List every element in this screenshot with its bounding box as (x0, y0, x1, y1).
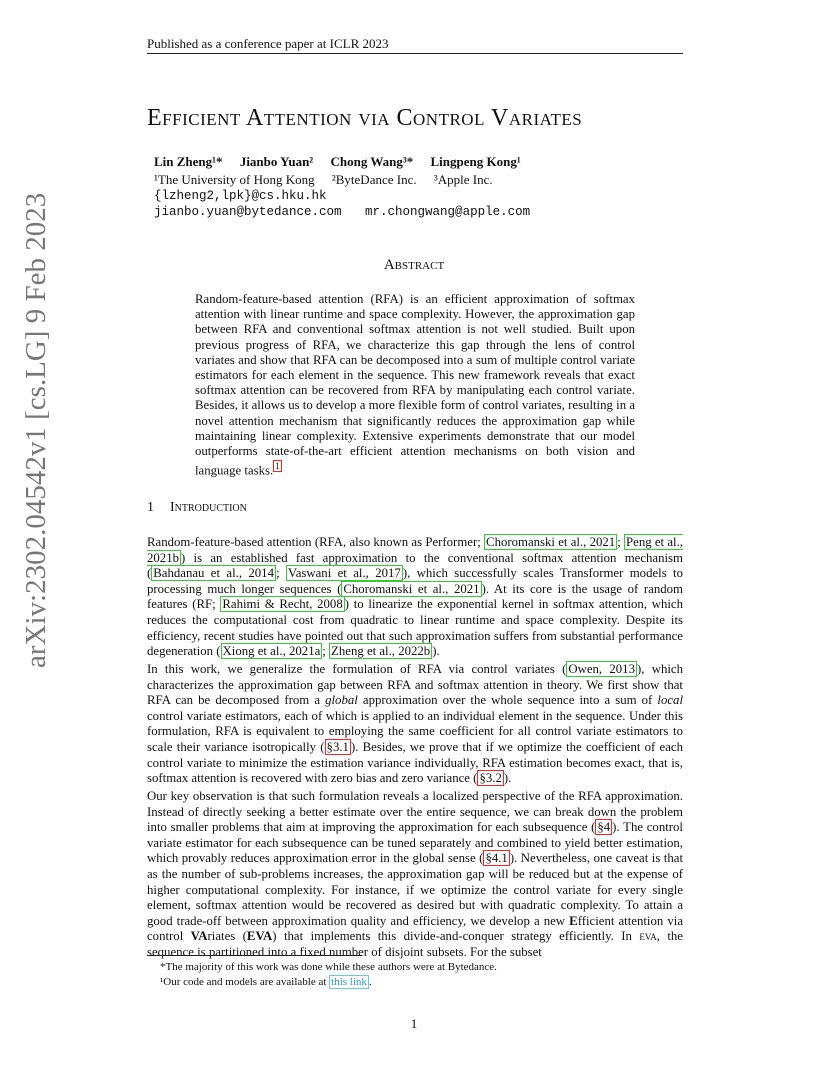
citation-link[interactable]: Zheng et al., 2022b (331, 644, 431, 659)
author: Lin Zheng¹* (154, 154, 223, 169)
citation-link[interactable]: Bahdanau et al., 2014 (153, 566, 274, 581)
paragraph-text: control variate estimators, each of which is applied to an individual element in the sequence. Under this formulation, RFA is equivalent to employing the same coefficient for all control variate estimators to scale their variance isotropically ( (147, 708, 683, 754)
affiliation: ³Apple Inc. (433, 172, 493, 187)
code-link[interactable]: this link (331, 976, 367, 988)
paragraph (147, 662, 683, 787)
paragraph-text: ). The control variate estimator for each subsequence can be tuned separately and combined to yield better estimation, which provably reduces approximation error in the global sense ( (147, 820, 683, 866)
paragraph-text: , the sequence is partitioned into a fixed number of disjoint subsets. For the subset (147, 929, 683, 959)
paragraph (147, 535, 683, 660)
paragraph-text: approximation over the whole sequence into a sum of (357, 693, 658, 708)
paragraph-text: ) to linearize the exponential kernel in softmax attention, which reduces the computational cost from quadratic to linear runtime and space complexity. Despite its efficiency, recent studies have pointed out that such approximation suffers from substantial performance degeneration ( (147, 597, 683, 659)
author-list (154, 154, 535, 170)
author: Chong Wang³* (330, 154, 414, 169)
paragraph-text: ; (617, 535, 625, 549)
citation-link[interactable]: Xiong et al., 2021a (222, 644, 321, 659)
abstract-heading: Abstract (383, 257, 445, 273)
bold-text: E (569, 913, 578, 928)
emphasis-text: local (657, 693, 683, 708)
email-line (154, 205, 546, 219)
section-ref-link[interactable]: §3.2 (479, 771, 502, 786)
author: Jianbo Yuan² (239, 154, 314, 169)
paragraph-text: ), which characterizes the approximation gap between RFA and softmax attention in theory. We first show that RFA can be decomposed from a (147, 662, 683, 708)
paragraph-text: ). At its core is the usage of random features (RF; (147, 581, 683, 612)
paper-title: Efficient Attention via Control Variates (147, 105, 583, 131)
section-number: 1 (147, 500, 154, 515)
paragraph-text: In this work, we generalize the formulation of RFA via control variates ( (147, 662, 567, 676)
paragraph-text: ) that implements this divide-and-conquer strategy efficiently. In (272, 929, 640, 944)
footnote: *The majority of this work was done while these authors were at Bytedance. (160, 961, 497, 973)
page-number: 1 (410, 1016, 418, 1031)
paragraph-text: Random-feature-based attention (RFA, also known as Performer; (147, 535, 485, 549)
paragraph-text: ). (432, 644, 440, 659)
arxiv-identifier-stamp: arXiv:2302.04542v1 [cs.LG] 9 Feb 2023 (20, 192, 52, 668)
email-address: jianbo.yuan@bytedance.com (154, 205, 342, 219)
paragraph-text: fficient attention via control (147, 913, 683, 944)
smallcaps-text: eva (639, 929, 657, 944)
paragraph (147, 789, 683, 961)
section-ref-link[interactable]: §3.1 (326, 739, 349, 754)
affiliation: ¹The University of Hong Kong (154, 172, 315, 187)
affiliation: ²ByteDance Inc. (331, 172, 417, 187)
paragraph-text: ) is an established fast approximation to the conventional softmax attention mechanism ( (147, 550, 683, 581)
bold-text: VA (190, 929, 208, 944)
citation-link[interactable]: Rahimi & Recht, 2008 (222, 597, 343, 612)
abstract-body (195, 292, 635, 479)
paragraph-text: riates ( (207, 929, 247, 944)
paragraph-text: ). Nevertheless, one caveat is that as the number of sub-problems increases, the approximation gap will be reduced but at the expense of higher computational complexity. For instance, if we optimize the control variate for every single element, softmax attention would be recovered as desired but with quadratic complexity. To attain a good trade-off between approximation quality and efficiency, we develop a new (147, 851, 683, 928)
emphasis-text: global (325, 693, 358, 708)
section-title: Introduction (170, 500, 247, 515)
bold-text: EVA (246, 929, 273, 944)
footnote (160, 976, 372, 988)
paragraph-text: ; (322, 644, 330, 659)
paragraph-text: ; (275, 566, 286, 581)
header-rule (147, 53, 683, 54)
citation-link[interactable]: Choromanski et al., 2021 (486, 535, 616, 549)
footnote-text: . (368, 976, 372, 988)
email-line: {lzheng2,lpk}@cs.hku.hk (154, 189, 327, 203)
footnote-rule (147, 955, 362, 956)
author: Lingpeng Kong¹ (430, 154, 521, 169)
citation-link[interactable]: Choromanski et al., 2021 (343, 581, 480, 596)
section-heading (147, 500, 247, 516)
paragraph-text: ), which successfully scales Transformer models to processing much longer sequences ( (147, 566, 683, 596)
paragraph-text: ). (503, 771, 512, 786)
footnote-link[interactable]: 1 (275, 461, 280, 472)
section-ref-link[interactable]: §4 (597, 820, 611, 835)
email-address: mr.chongwang@apple.com (365, 205, 531, 219)
paragraph-text: ). Besides, we prove that if we optimize the coefficient of each control variate to minimize the estimation variance individually, RFA estimation becomes exact, that is, softmax attention is recovered with zero bias and zero variance ( (147, 739, 683, 786)
abstract-text: Random-feature-based attention (RFA) is an efficient approximation of softmax attention with linear runtime and space complexity. However, the approximation gap between RFA and conventional softmax attention is not well studied. Built upon previous progress of RFA, we characterize this gap through the lens of control variates and show that RFA can be decomposed into a sum of multiple control variate estimators for each element in the sequence. This new framework reveals that exact softmax attention can be recovered from RFA by manipulating each control variate. Besides, it allows us to develop a more flexible form of control variates, resulting in a novel attention mechanism that significantly reduces the approximation gap while maintaining linear complexity. Extensive experiments demonstrate that our model outperforms state-of-the-art efficient attention mechanisms on both vision and language tasks. (195, 292, 635, 478)
paragraph-text: Our key observation is that such formulation reveals a localized perspective of the RFA approximation. Instead of directly seeking a better estimate over the entire sequence, we can break down the problem into smaller problems that aim at improving the approximation for each subsequence ( (147, 789, 683, 835)
citation-link[interactable]: Vaswani et al., 2017 (287, 566, 401, 581)
running-header: Published as a conference paper at ICLR 2023 (147, 36, 389, 51)
affiliation-list (154, 172, 507, 188)
section-ref-link[interactable]: §4.1 (485, 851, 508, 866)
citation-link[interactable]: Owen, 2013 (568, 662, 635, 676)
citation-link[interactable]: Peng et al., 2021b (147, 535, 683, 565)
footnote-text: ¹Our code and models are available at (160, 976, 330, 988)
